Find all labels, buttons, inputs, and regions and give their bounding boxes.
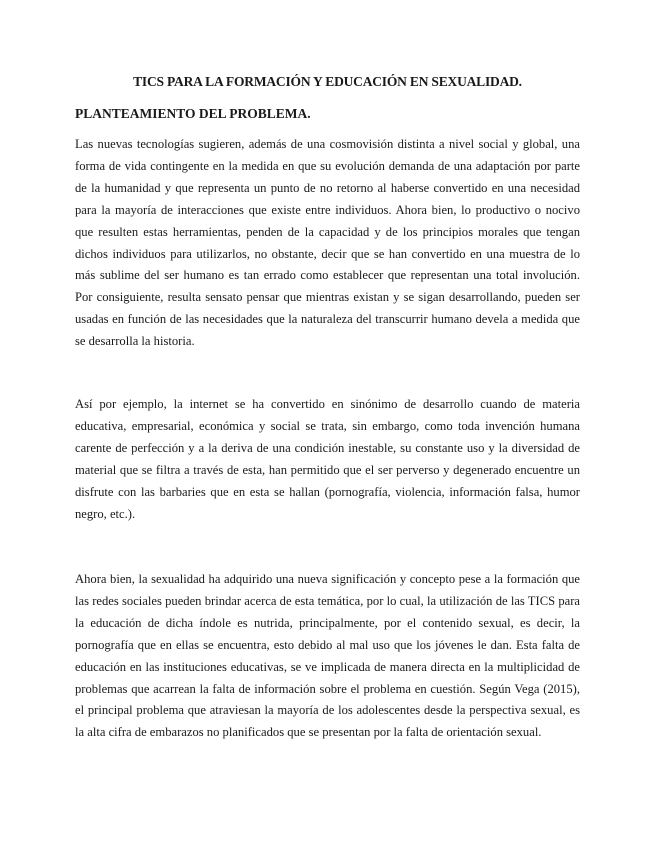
document-title: TICS PARA LA FORMACIÓN Y EDUCACIÓN EN SEXUALIDAD. [133, 74, 522, 89]
section-heading: PLANTEAMIENTO DEL PROBLEMA. [75, 106, 311, 121]
paragraph-2: Así por ejemplo, la internet se ha convertido en sinónimo de desarrollo cuando de materia educativa, empresarial, económica y social se trata, sin embargo, como toda invención humana carente de perfección y a la deriva de una condición inestable, su constante uso y la diversidad de material que se filtra a través de esta, han permitido que el ser perverso y degenerado encuentre un disfrute con las barbaries que en esta se hallan (pornografía, violencia, información falsa, humor negro, etc.). [75, 397, 580, 521]
paragraph-3: Ahora bien, la sexualidad ha adquirido una nueva significación y concepto pese a la formación que las redes sociales pueden brindar acerca de esta temática, por lo cual, la utilización de las TICS para la educación de dicha índole es nutrida, principalmente, por el contenido sexual, es decir, la pornografía que en ellas se encuentra, esto debido al mal uso que los jóvenes le dan. Esta falta de educación en las instituciones educativas, se ve implicada de manera directa en la multiplicidad de problemas que acarrean la falta de información sobre el problema en cuestión. Según Vega (2015), el principal problema que atraviesan la mayoría de los adolescentes desde la perspectiva sexual, es la alta cifra de embarazos no planificados que se presentan por la falta de orientación sexual. [75, 572, 580, 740]
paragraph-1: Las nuevas tecnologías sugieren, además de una cosmovisión distinta a nivel social y global, una forma de vida contingente en la medida en que su evolución demanda de una adaptación por parte de la humanidad y que representa un punto de no retorno al haberse convertido en una necesidad para la mayoría de interacciones que existe entre individuos. Ahora bien, lo productivo o nocivo que resulten estas herramientas, penden de la capacidad y de los principios morales que tengan dichos individuos para utilizarlos, no obstante, decir que se han convertido en una muestra de lo más sublime del ser humano es tan errado como establecer que representan una total involución. Por consiguiente, resulta sensato pensar que mientras existan y se sigan desarrollando, pueden ser usadas en función de las necesidades que la naturaleza del transcurrir humano devela a medida que se desarrolla la historia. [75, 137, 580, 349]
